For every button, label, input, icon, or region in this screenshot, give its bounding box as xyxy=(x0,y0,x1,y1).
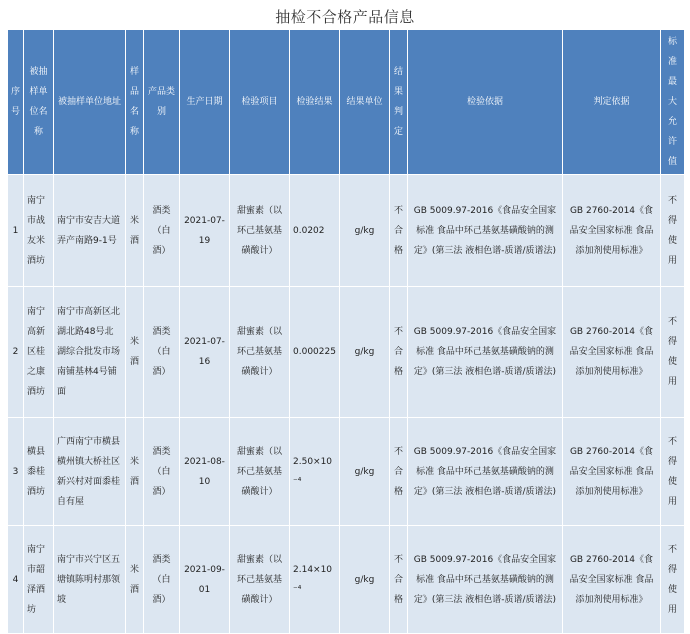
header-row xyxy=(8,30,685,175)
cell-sample: 米酒 xyxy=(126,526,144,634)
cell-result: 0.0202 xyxy=(290,175,340,287)
cell-max-allowed: 不得使用 xyxy=(661,418,685,526)
nonconforming-products-table xyxy=(7,29,685,634)
cell-unit: 横县黍桂酒坊 xyxy=(24,418,54,526)
cell-result-unit: g/kg xyxy=(340,526,390,634)
header-address: 被抽样单位地址 xyxy=(54,30,126,175)
header-item: 检验项目 xyxy=(230,30,290,175)
cell-result: 0.000225 xyxy=(290,287,340,418)
header-category: 产品类别 xyxy=(144,30,180,175)
table-row xyxy=(8,418,685,526)
cell-basis: GB 5009.97-2016《食品安全国家标准 食品中环己基氨基磺酸钠的测定》(第三法 液相色谱-质谱/质谱法) xyxy=(408,418,563,526)
cell-no: 2 xyxy=(8,287,24,418)
header-criteria: 判定依据 xyxy=(563,30,661,175)
cell-date: 2021-07-19 xyxy=(180,175,230,287)
cell-criteria: GB 2760-2014《食品安全国家标准 食品添加剂使用标准》 xyxy=(563,287,661,418)
cell-judgement: 不合格 xyxy=(390,175,408,287)
table-row xyxy=(8,175,685,287)
cell-result-unit: g/kg xyxy=(340,418,390,526)
cell-max-allowed: 不得使用 xyxy=(661,526,685,634)
cell-criteria: GB 2760-2014《食品安全国家标准 食品添加剂使用标准》 xyxy=(563,175,661,287)
header-judgement: 结果判定 xyxy=(390,30,408,175)
header-basis: 检验依据 xyxy=(408,30,563,175)
cell-date: 2021-09-01 xyxy=(180,526,230,634)
cell-max-allowed: 不得使用 xyxy=(661,175,685,287)
cell-address: 南宁市高新区北湖北路48号北湖综合批发市场南铺基林4号铺面 xyxy=(54,287,126,418)
cell-date: 2021-08-10 xyxy=(180,418,230,526)
cell-address: 南宁市安吉大道弄产南路9-1号 xyxy=(54,175,126,287)
header-result: 检验结果 xyxy=(290,30,340,175)
header-sample: 样品名称 xyxy=(126,30,144,175)
header-unit: 被抽样单位名称 xyxy=(24,30,54,175)
cell-sample: 米酒 xyxy=(126,287,144,418)
cell-basis: GB 5009.97-2016《食品安全国家标准 食品中环己基氨基磺酸钠的测定》(第三法 液相色谱-质谱/质谱法) xyxy=(408,526,563,634)
cell-criteria: GB 2760-2014《食品安全国家标准 食品添加剂使用标准》 xyxy=(563,418,661,526)
header-no: 序号 xyxy=(8,30,24,175)
cell-category: 酒类（白酒） xyxy=(144,526,180,634)
cell-unit: 南宁市战友米酒坊 xyxy=(24,175,54,287)
table-row xyxy=(8,526,685,634)
header-max-allowed: 标准最大允许值 xyxy=(661,30,685,175)
cell-category: 酒类（白酒） xyxy=(144,418,180,526)
cell-basis: GB 5009.97-2016《食品安全国家标准 食品中环己基氨基磺酸钠的测定》(第三法 液相色谱-质谱/质谱法) xyxy=(408,175,563,287)
table-row xyxy=(8,287,685,418)
cell-address: 广西南宁市横县横州镇大桥社区新兴村对面黍桂自有屋 xyxy=(54,418,126,526)
cell-max-allowed: 不得使用 xyxy=(661,287,685,418)
cell-unit: 南宁高新区桂之康酒坊 xyxy=(24,287,54,418)
cell-item: 甜蜜素（以环己基氨基磺酸计） xyxy=(230,287,290,418)
header-result-unit: 结果单位 xyxy=(340,30,390,175)
cell-result: 2.50×10⁻⁴ xyxy=(290,418,340,526)
cell-no: 1 xyxy=(8,175,24,287)
header-date: 生产日期 xyxy=(180,30,230,175)
cell-category: 酒类（白酒） xyxy=(144,175,180,287)
cell-unit: 南宁市韶泽酒坊 xyxy=(24,526,54,634)
cell-basis: GB 5009.97-2016《食品安全国家标准 食品中环己基氨基磺酸钠的测定》(第三法 液相色谱-质谱/质谱法) xyxy=(408,287,563,418)
cell-result-unit: g/kg xyxy=(340,287,390,418)
cell-result: 2.14×10⁻⁴ xyxy=(290,526,340,634)
cell-sample: 米酒 xyxy=(126,175,144,287)
cell-item: 甜蜜素（以环己基氨基磺酸计） xyxy=(230,418,290,526)
cell-item: 甜蜜素（以环己基氨基磺酸计） xyxy=(230,526,290,634)
cell-judgement: 不合格 xyxy=(390,287,408,418)
cell-result-unit: g/kg xyxy=(340,175,390,287)
cell-date: 2021-07-16 xyxy=(180,287,230,418)
cell-no: 3 xyxy=(8,418,24,526)
cell-no: 4 xyxy=(8,526,24,634)
cell-category: 酒类（白酒） xyxy=(144,287,180,418)
cell-criteria: GB 2760-2014《食品安全国家标准 食品添加剂使用标准》 xyxy=(563,526,661,634)
cell-sample: 米酒 xyxy=(126,418,144,526)
cell-judgement: 不合格 xyxy=(390,526,408,634)
cell-item: 甜蜜素（以环己基氨基磺酸计） xyxy=(230,175,290,287)
page-title: 抽检不合格产品信息 xyxy=(275,8,415,26)
cell-address: 南宁市兴宁区五塘镇陈明村那领坡 xyxy=(54,526,126,634)
cell-judgement: 不合格 xyxy=(390,418,408,526)
